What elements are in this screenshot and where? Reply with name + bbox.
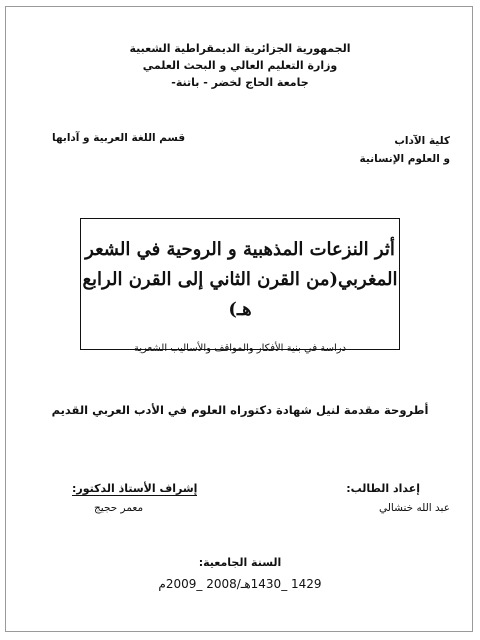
thesis-title-line-1: أثر النزعات المذهبية و الروحية في الشعر — [85, 239, 395, 260]
thesis-statement: أطروحة مقدمة لنيل شهادة دكتوراه العلوم في الأدب العربي القديم — [51, 403, 429, 417]
academic-year-label: السنة الجامعية: — [198, 556, 282, 569]
academic-year-value: 1429 _1430هـ/2008 _2009م — [158, 577, 322, 591]
prepared-by-label: إعداد الطالب: — [346, 482, 420, 495]
student-name: عبد الله خنشالي — [378, 502, 450, 514]
document-header — [0, 40, 480, 91]
university-line: جامعة الحاج لخضر - باتنة- — [171, 76, 309, 89]
faculty-name: كلية الآداب — [394, 135, 450, 147]
thesis-title-box — [80, 218, 400, 354]
thesis-subtitle: دراسة في بنية الأفكار والمواقف والأساليب الشعرية — [133, 343, 347, 354]
faculty-block — [360, 132, 450, 168]
supervisor-label: إشراف الأستاذ الدكتور: — [72, 482, 198, 495]
department-name: قسم اللغة العربية و آدابها — [52, 132, 186, 144]
ministry-line: وزارة التعليم العالي و البحث العلمي — [142, 59, 338, 72]
supervisor-name: معمر حجيج — [94, 502, 144, 514]
faculty-subname: و العلوم الإنسانية — [359, 153, 450, 165]
thesis-title-line-2: المغربي(من القرن الثاني إلى القرن الرابع هـ) — [82, 269, 398, 320]
republic-line: الجمهورية الجزائرية الديمقراطية الشعبية — [129, 42, 351, 55]
